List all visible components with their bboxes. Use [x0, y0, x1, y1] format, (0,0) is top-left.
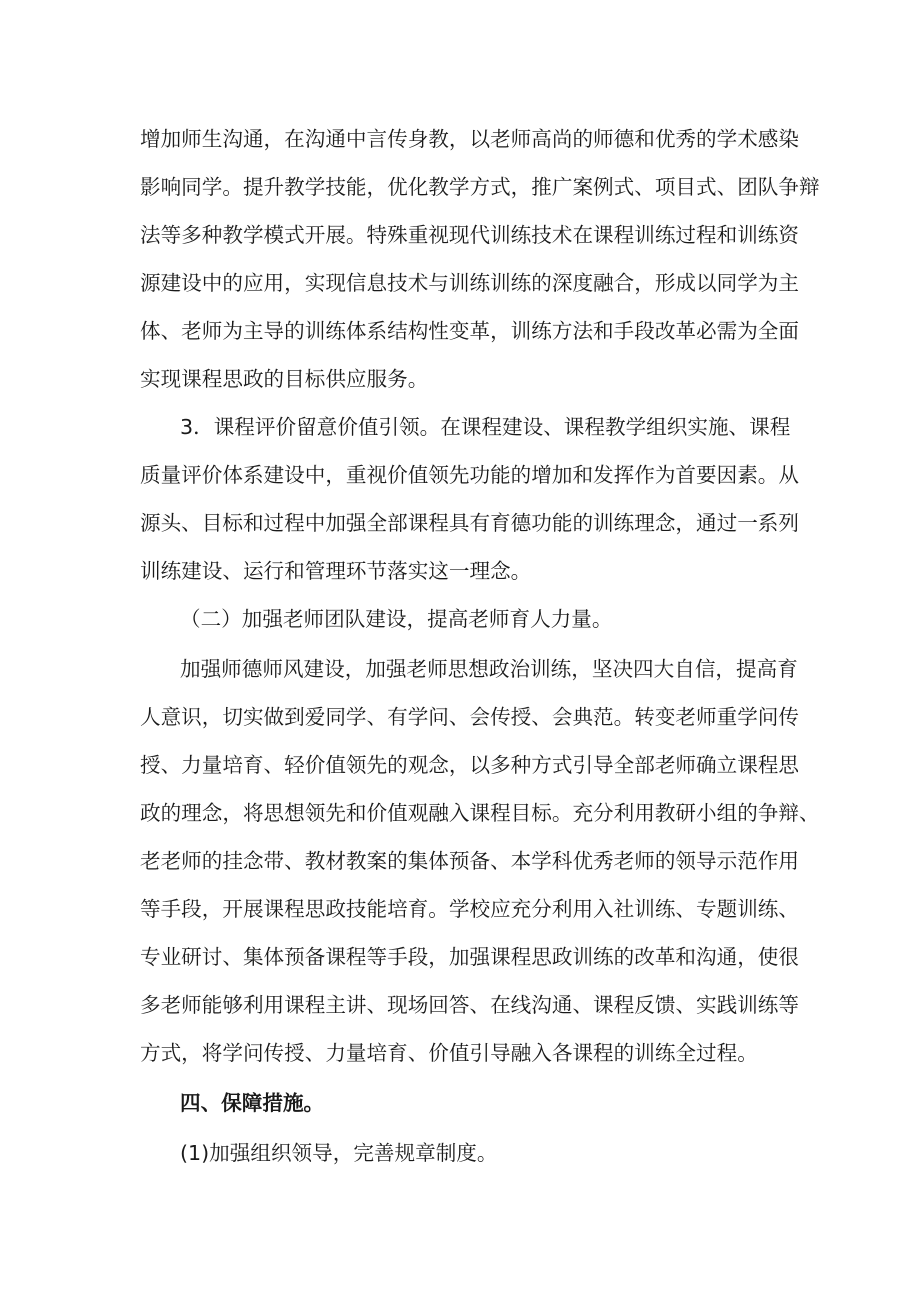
section-heading-4: 四、保障措施。	[180, 1091, 325, 1115]
text-line-19: 多老师能够利用课程主讲、现场回答、在线沟通、课程反馈、实践训练等	[140, 993, 799, 1017]
text-line-18: 专业研讨、集体预备课程等手段，加强课程思政训练的改革和沟通，使很	[140, 945, 799, 969]
text-line-2: 影响同学。提升教学技能，优化教学方式，推广案例式、项目式、团队争辩	[140, 175, 820, 199]
text-line-10: 训练建设、运行和管理环节落实这一理念。	[140, 559, 532, 583]
text-line-12: 加强师德师风建设，加强老师思想政治训练，坚决四大自信，提高育	[180, 657, 798, 681]
text-line-17: 等手段，开展课程思政技能培育。学校应充分利用入社训练、专题训练、	[140, 897, 799, 921]
text-line-1: 增加师生沟通，在沟通中言传身教，以老师高尚的师德和优秀的学术感染	[140, 127, 799, 151]
text-line-3: 法等多种教学模式开展。特殊重视现代训练技术在课程训练过程和训练资	[140, 223, 799, 247]
text-line-8: 质量评价体系建设中，重视价值领先功能的增加和发挥作为首要因素。从	[140, 463, 799, 487]
text-line-4: 源建设中的应用，实现信息技术与训练训练的深度融合，形成以同学为主	[140, 271, 799, 295]
text-line-5: 体、老师为主导的训练体系结构性变革，训练方法和手段改革必需为全面	[140, 319, 799, 343]
subsection-heading-1: (1)加强组织领导，完善规章制度。	[180, 1141, 498, 1165]
text-line-14: 授、力量培育、轻价值领先的观念，以多种方式引导全部老师确立课程思	[140, 753, 799, 777]
text-line-16: 老老师的挂念带、教材教案的集体预备、本学科优秀老师的领导示范作用	[140, 849, 799, 873]
text-line-13: 人意识，切实做到爱同学、有学问、会传授、会典范。转变老师重学问传	[140, 705, 799, 729]
text-line-15: 政的理念，将思想领先和价值观融入课程目标。充分利用教研小组的争辩、	[140, 801, 820, 825]
text-line-20: 方式，将学问传授、力量培育、价值引导融入各课程的训练全过程。	[140, 1041, 758, 1065]
text-line-7: 3．课程评价留意价值引领。在课程建设、课程教学组织实施、课程	[180, 415, 791, 439]
text-line-9: 源头、目标和过程中加强全部课程具有育德功能的训练理念，通过一系列	[140, 511, 799, 535]
text-line-6: 实现课程思政的目标供应服务。	[140, 367, 429, 391]
section-heading-2: （二）加强老师团队建设，提高老师育人力量。	[180, 607, 613, 631]
